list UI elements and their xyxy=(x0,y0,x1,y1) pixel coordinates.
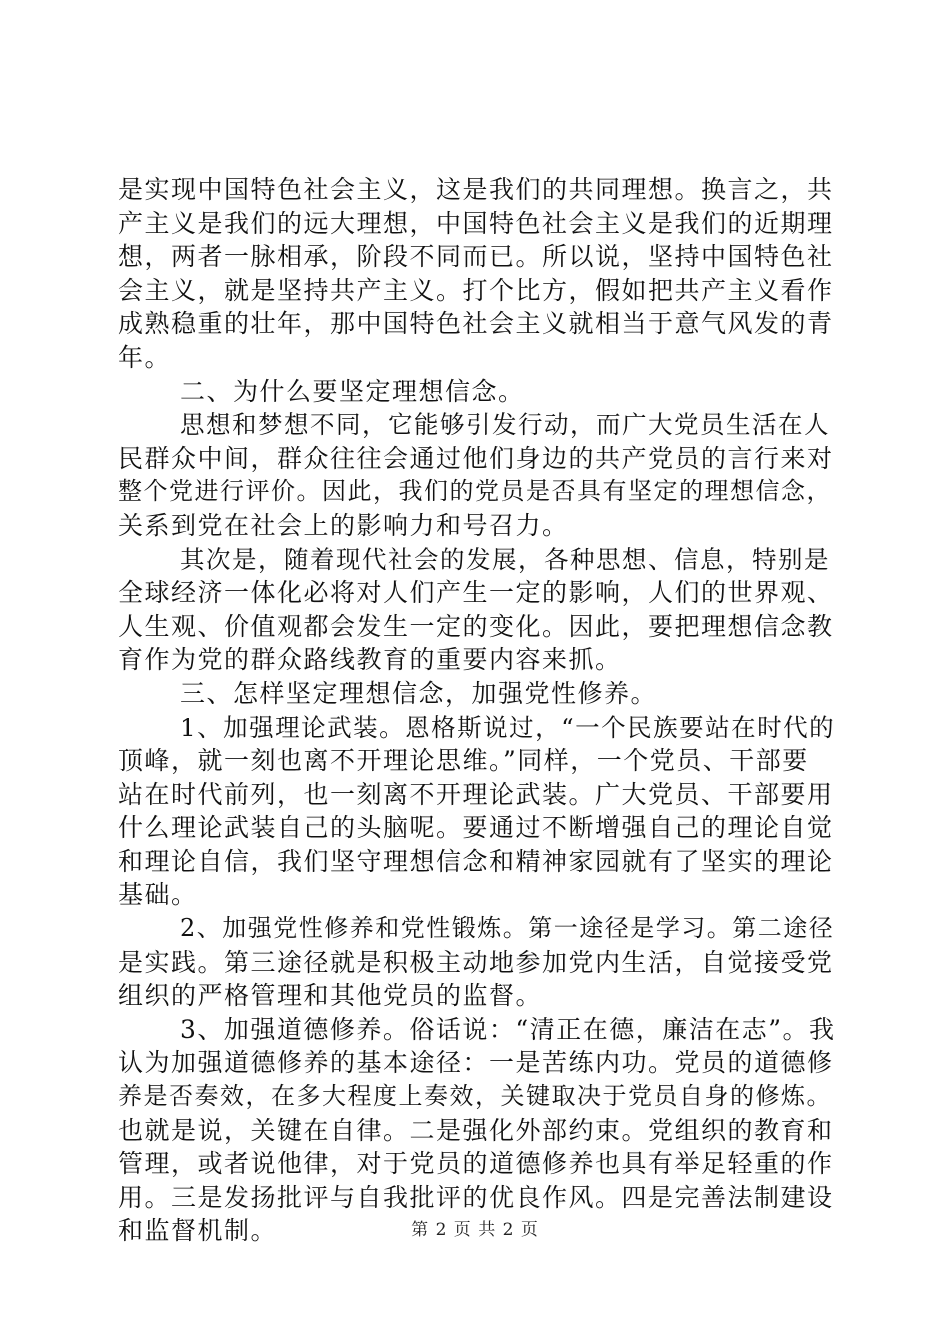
text-line: 是实现中国特色社会主义，这是我们的共同理想。换言之，共 xyxy=(118,175,834,204)
text-line: 用。三是发扬批评与自我批评的优良作风。四是完善法制建设 xyxy=(118,1182,834,1212)
section-heading: 三、怎样坚定理想信念，加强党性修养。 xyxy=(180,678,658,708)
text-line: 关系到党在社会上的影响力和号召力。 xyxy=(118,510,569,540)
text-line: 3、加强道德修养。俗话说：“清正在德，廉洁在志”。我 xyxy=(180,1014,836,1044)
text-line: 管理，或者说他律，对于党员的道德修养也具有举足轻重的作 xyxy=(118,1149,834,1179)
text-line: 站在时代前列，也一刻离不开理论武装。广大党员、干部要用 xyxy=(118,779,834,809)
text-line: 养是否奏效，在多大程度上奏效，关键取决于党员自身的修炼。 xyxy=(118,1082,832,1111)
text-line: 成熟稳重的壮年，那中国特色社会主义就相当于意气风发的青 xyxy=(118,309,834,339)
text-line: 和理论自信，我们坚守理想信念和精神家园就有了坚实的理论 xyxy=(118,846,834,876)
text-line: 年。 xyxy=(118,342,172,372)
text-line: 育作为党的群众路线教育的重要内容来抓。 xyxy=(118,645,622,675)
text-line: 产主义是我们的远大理想，中国特色社会主义是我们的近期理 xyxy=(118,208,834,238)
text-line: 什么理论武装自己的头脑呢。要通过不断增强自己的理论自觉 xyxy=(118,813,834,843)
text-line: 想，两者一脉相承，阶段不同而已。所以说，坚持中国特色社 xyxy=(118,242,834,272)
text-line: 会主义，就是坚持共产主义。打个比方，假如把共产主义看作 xyxy=(118,275,834,305)
text-line: 人生观、价值观都会发生一定的变化。因此，要把理想信念教 xyxy=(118,611,834,641)
text-line: 顶峰，就一刻也离不开理论思维。”同样，一个党员、干部要 xyxy=(118,746,809,776)
document-body xyxy=(118,173,838,1248)
text-line: 组织的严格管理和其他党员的监督。 xyxy=(118,981,543,1011)
section-heading: 二、为什么要坚定理想信念。 xyxy=(180,376,525,406)
text-line: 其次是，随着现代社会的发展，各种思想、信息，特别是 xyxy=(180,544,830,574)
text-line: 整个党进行评价。因此，我们的党员是否具有坚定的理想信念， xyxy=(118,477,832,506)
text-line: 1、加强理论武装。恩格斯说过，“一个民族要站在时代的 xyxy=(180,712,836,742)
text-line: 思想和梦想不同，它能够引发行动，而广大党员生活在人 xyxy=(180,410,830,440)
page-number-footer: 第 2 页 共 2 页 xyxy=(411,1220,539,1240)
text-line: 基础。 xyxy=(118,880,198,910)
text-line: 是实践。第三途径就是积极主动地参加党内生活，自觉接受党 xyxy=(118,947,834,977)
text-line: 也就是说，关键在自律。二是强化外部约束。党组织的教育和 xyxy=(118,1115,834,1145)
text-line: 民群众中间，群众往往会通过他们身边的共产党员的言行来对 xyxy=(118,443,834,473)
text-line: 2、加强党性修养和党性锻炼。第一途径是学习。第二途径 xyxy=(180,914,835,943)
text-line: 和监督机制。 xyxy=(118,1216,278,1246)
text-line: 全球经济一体化必将对人们产生一定的影响，人们的世界观、 xyxy=(118,578,834,608)
text-line: 认为加强道德修养的基本途径：一是苦练内功。党员的道德修 xyxy=(118,1048,834,1078)
